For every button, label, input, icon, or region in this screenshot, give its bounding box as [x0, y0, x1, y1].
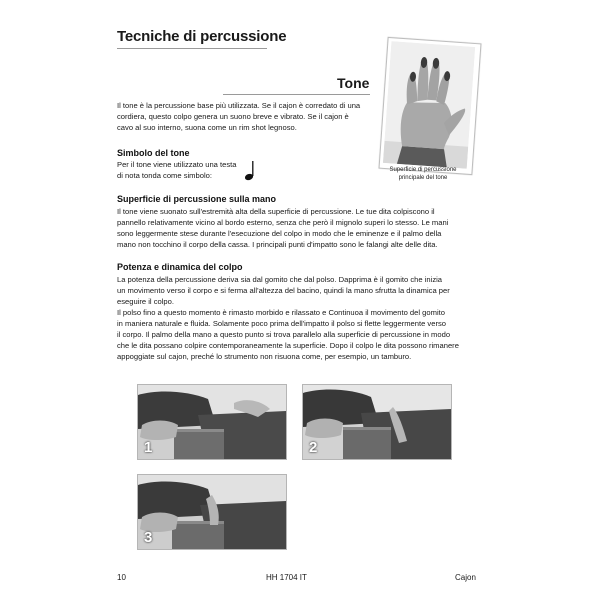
- section-title: Tone: [337, 75, 370, 91]
- text-line: il corpo. Il palmo della mano a questo punto si trova parallelo alla superficie di percussione in modo: [117, 330, 451, 339]
- text-line: eseguire il colpo.: [117, 297, 174, 306]
- footer-book-title: Cajon: [455, 573, 476, 582]
- text-line: Il polso fino a questo momento è rimasto morbido e rilassato e Continuoa il movimento del gomito: [117, 308, 445, 317]
- footer-page-number: 10: [117, 573, 126, 582]
- figure-photo-2: [302, 384, 452, 460]
- note-head-icon: [244, 160, 258, 182]
- text-line: mano non tocchino il corpo della cassa. I principali punti d'impatto sono le falangi alte delle dita.: [117, 240, 438, 249]
- text-line: Il tone è la percussione base più utilizzata. Se il cajon è corredato di una: [117, 101, 361, 110]
- text-line: appoggiate sul cajon, preché lo strumento non risuona come, per esempio, un tamburo.: [117, 352, 412, 361]
- text-line: Per il tone viene utilizzato una testa: [117, 160, 237, 169]
- figure-number: 3: [144, 529, 153, 546]
- figure-photo-1: [137, 384, 287, 460]
- cajon-playing-photo: [138, 475, 286, 549]
- cajon-playing-photo: [303, 385, 451, 459]
- text-line: cordiera, questo colpo genera un suono breve e vibrato. Se il cajon è: [117, 112, 349, 121]
- figure-number: 2: [309, 439, 318, 456]
- figure-number: 1: [144, 439, 153, 456]
- power-heading: Potenza e dinamica del colpo: [117, 262, 243, 272]
- hand-illustration: [383, 41, 475, 169]
- text-line: sono leggermente stese durante l'esecuzione del colpo in modo che le eminenze e il palmo della: [117, 229, 442, 238]
- text-line: Il tone viene suonato sull'estremità alta della superficie di percussione. Le tue dita colpiscono il: [117, 207, 435, 216]
- photo-caption-line: Superficie di percussione: [389, 167, 457, 173]
- text-line: un movimento verso il corpo e si ferma all'altezza del bacino, quindi la mano sfrutta la dinamica per: [117, 286, 450, 295]
- hand-photo: [379, 37, 482, 175]
- section-title-rule: [223, 94, 370, 95]
- text-line: La potenza della percussione deriva sia dal gomito che dal polso. Dapprima è il gomito che inizia: [117, 275, 443, 284]
- text-line: pannello relativamente vicino al bordo esterno, senza che però il mignolo superi lo stesso. Le mani: [117, 218, 449, 227]
- text-line: di nota tonda come simbolo:: [117, 171, 212, 180]
- surface-paragraph: [117, 206, 448, 250]
- photo-caption: [358, 166, 488, 182]
- text-line: che le dita possano colpire contemporaneamente la superficie. Dopo il colpo le dita possono rimanere: [117, 341, 459, 350]
- symbol-heading: Simbolo del tone: [117, 148, 190, 158]
- text-line: cavo al suo interno, suona come un rim shot legnoso.: [117, 123, 297, 132]
- surface-heading: Superficie di percussione sulla mano: [117, 194, 277, 204]
- text-line: in maniera naturale e fluida. Solamente poco prima dell'impatto il polso si flette leggermente verso: [117, 319, 447, 328]
- chapter-title: Tecniche di percussione: [117, 28, 287, 45]
- symbol-paragraph: [117, 159, 236, 181]
- figure-photo-3: [137, 474, 287, 550]
- cajon-playing-photo: [138, 385, 286, 459]
- power-paragraph: [117, 274, 459, 362]
- chapter-title-rule: [117, 48, 267, 49]
- footer-code: HH 1704 IT: [266, 573, 307, 582]
- intro-paragraph: [117, 100, 360, 133]
- photo-caption-line: principale del tone: [398, 175, 448, 181]
